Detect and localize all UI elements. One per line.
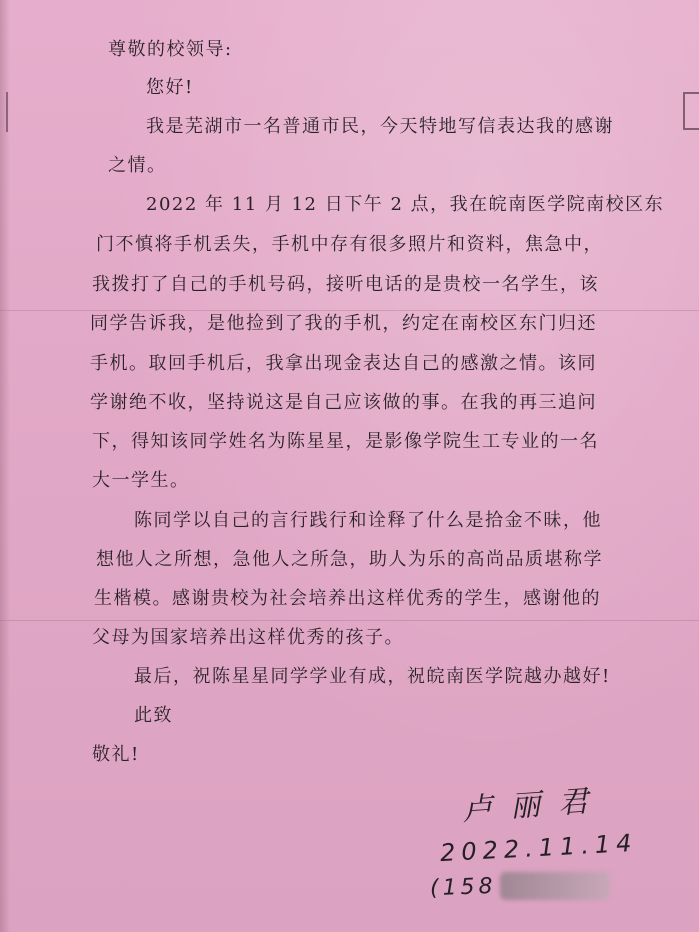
- signature-date: 2022.11.14: [439, 828, 639, 868]
- greeting: 您好!: [146, 77, 194, 98]
- paragraph-line: 我拨打了自己的手机号码，接听电话的是贵校一名学生，该: [92, 274, 599, 295]
- paragraph-line: 想他人之所想，急他人之所急，助人为乐的高尚品质堪称学: [96, 549, 603, 570]
- paragraph-line: 手机。取回手机后，我拿出现金表达自己的感激之情。该同: [90, 353, 597, 374]
- paragraph-line: 学谢绝不收，坚持说这是自己应该做的事。在我的再三追问: [90, 392, 597, 413]
- paragraph-line: 我是芜湖市一名普通市民，今天特地写信表达我的感谢: [146, 116, 614, 137]
- paragraph-line: 生楷模。感谢贵校为社会培养出这样优秀的学生，感谢他的: [94, 588, 601, 609]
- paragraph-line: 之情。: [108, 155, 167, 176]
- closing-jingli: 敬礼!: [92, 744, 140, 765]
- closing-cizhi: 此致: [134, 705, 173, 726]
- signature-name: 卢丽君: [461, 783, 608, 828]
- signature-phone: (158: [429, 873, 497, 902]
- paragraph-line: 下，得知该同学姓名为陈星星，是影像学院生工专业的一名: [92, 431, 599, 452]
- paragraph-line: 大一学生。: [92, 470, 190, 491]
- paragraph-line: 陈同学以自己的言行践行和诠释了什么是拾金不昧，他: [134, 510, 602, 531]
- paragraph-line: 2022 年 11 月 12 日下午 2 点，我在皖南医学院南校区东: [146, 194, 665, 215]
- redacted-phone-blur: [500, 872, 610, 900]
- paragraph-line: 同学告诉我，是他捡到了我的手机，约定在南校区东门归还: [90, 313, 597, 334]
- closing-wish: 最后，祝陈星星同学学业有成，祝皖南医学院越办越好!: [134, 666, 611, 687]
- paragraph-line: 门不慎将手机丢失，手机中存有很多照片和资料，焦急中，: [96, 234, 603, 255]
- salutation: 尊敬的校领导:: [108, 39, 233, 60]
- paragraph-line: 父母为国家培养出这样优秀的孩子。: [92, 627, 404, 648]
